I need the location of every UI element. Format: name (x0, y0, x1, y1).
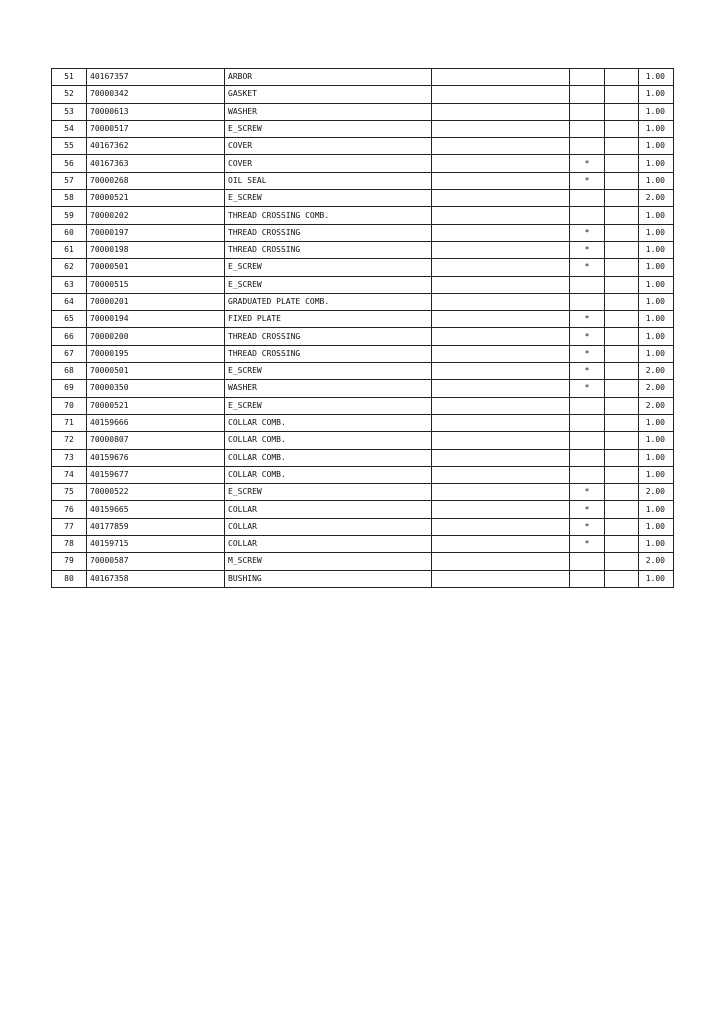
blank-cell (432, 241, 570, 258)
blank-cell (432, 363, 570, 380)
blank-cell (605, 449, 639, 466)
item-number-cell: 53 (52, 103, 87, 120)
blank-cell (432, 380, 570, 397)
part-name-cell: THREAD CROSSING (225, 328, 432, 345)
mark-cell: * (570, 155, 605, 172)
quantity-cell: 1.00 (639, 207, 674, 224)
part-code-cell: 40177859 (87, 518, 225, 535)
blank-cell (432, 69, 570, 86)
item-number-cell: 76 (52, 501, 87, 518)
blank-cell (605, 518, 639, 535)
part-name-cell: COLLAR (225, 501, 432, 518)
mark-cell (570, 432, 605, 449)
blank-cell (432, 138, 570, 155)
blank-cell (432, 397, 570, 414)
mark-cell: * (570, 536, 605, 553)
part-code-cell: 70000350 (87, 380, 225, 397)
mark-cell (570, 570, 605, 587)
quantity-cell: 1.00 (639, 414, 674, 431)
item-number-cell: 66 (52, 328, 87, 345)
blank-cell (605, 484, 639, 501)
item-number-cell: 72 (52, 432, 87, 449)
blank-cell (605, 414, 639, 431)
blank-cell (432, 432, 570, 449)
item-number-cell: 74 (52, 466, 87, 483)
part-code-cell: 70000521 (87, 190, 225, 207)
quantity-cell: 2.00 (639, 553, 674, 570)
part-name-cell: E_SCREW (225, 190, 432, 207)
item-number-cell: 78 (52, 536, 87, 553)
part-name-cell: E_SCREW (225, 259, 432, 276)
part-name-cell: COLLAR COMB. (225, 449, 432, 466)
table-row (52, 293, 674, 310)
quantity-cell: 1.00 (639, 501, 674, 518)
item-number-cell: 56 (52, 155, 87, 172)
part-name-cell: WASHER (225, 380, 432, 397)
part-name-cell: ARBOR (225, 69, 432, 86)
mark-cell: * (570, 518, 605, 535)
quantity-cell: 2.00 (639, 363, 674, 380)
table-row (52, 69, 674, 86)
part-name-cell: THREAD CROSSING (225, 345, 432, 362)
quantity-cell: 1.00 (639, 103, 674, 120)
mark-cell: * (570, 484, 605, 501)
part-code-cell: 70000517 (87, 120, 225, 137)
table-row (52, 484, 674, 501)
item-number-cell: 62 (52, 259, 87, 276)
blank-cell (605, 259, 639, 276)
item-number-cell: 55 (52, 138, 87, 155)
quantity-cell: 1.00 (639, 155, 674, 172)
part-code-cell: 70000201 (87, 293, 225, 310)
blank-cell (605, 293, 639, 310)
quantity-cell: 1.00 (639, 241, 674, 258)
part-code-cell: 40159665 (87, 501, 225, 518)
blank-cell (605, 86, 639, 103)
quantity-cell: 1.00 (639, 570, 674, 587)
table-row (52, 138, 674, 155)
mark-cell: * (570, 172, 605, 189)
item-number-cell: 57 (52, 172, 87, 189)
table-row (52, 276, 674, 293)
item-number-cell: 65 (52, 311, 87, 328)
mark-cell (570, 120, 605, 137)
part-code-cell: 70000194 (87, 311, 225, 328)
item-number-cell: 60 (52, 224, 87, 241)
item-number-cell: 64 (52, 293, 87, 310)
blank-cell (432, 155, 570, 172)
blank-cell (432, 190, 570, 207)
quantity-cell: 1.00 (639, 345, 674, 362)
blank-cell (605, 363, 639, 380)
blank-cell (605, 155, 639, 172)
table-row (52, 155, 674, 172)
part-name-cell: COVER (225, 138, 432, 155)
quantity-cell: 1.00 (639, 276, 674, 293)
mark-cell: * (570, 363, 605, 380)
blank-cell (432, 501, 570, 518)
quantity-cell: 2.00 (639, 380, 674, 397)
table-row (52, 311, 674, 328)
mark-cell (570, 190, 605, 207)
table-row (52, 501, 674, 518)
part-name-cell: FIXED PLATE (225, 311, 432, 328)
blank-cell (605, 224, 639, 241)
mark-cell (570, 414, 605, 431)
blank-cell (432, 259, 570, 276)
quantity-cell: 1.00 (639, 224, 674, 241)
blank-cell (432, 484, 570, 501)
blank-cell (432, 224, 570, 241)
item-number-cell: 80 (52, 570, 87, 587)
quantity-cell: 1.00 (639, 259, 674, 276)
quantity-cell: 1.00 (639, 120, 674, 137)
quantity-cell: 1.00 (639, 69, 674, 86)
mark-cell: * (570, 259, 605, 276)
blank-cell (605, 138, 639, 155)
parts-list-table (51, 68, 674, 588)
blank-cell (432, 207, 570, 224)
quantity-cell: 1.00 (639, 172, 674, 189)
item-number-cell: 61 (52, 241, 87, 258)
parts-table-body (52, 69, 674, 588)
table-row (52, 259, 674, 276)
blank-cell (432, 518, 570, 535)
part-code-cell: 40159715 (87, 536, 225, 553)
part-name-cell: THREAD CROSSING (225, 241, 432, 258)
part-name-cell: COLLAR COMB. (225, 432, 432, 449)
part-code-cell: 70000268 (87, 172, 225, 189)
item-number-cell: 59 (52, 207, 87, 224)
blank-cell (432, 172, 570, 189)
quantity-cell: 1.00 (639, 293, 674, 310)
item-number-cell: 51 (52, 69, 87, 86)
item-number-cell: 54 (52, 120, 87, 137)
part-name-cell: E_SCREW (225, 363, 432, 380)
table-row (52, 241, 674, 258)
blank-cell (432, 311, 570, 328)
part-code-cell: 70000807 (87, 432, 225, 449)
blank-cell (605, 241, 639, 258)
mark-cell (570, 69, 605, 86)
blank-cell (605, 190, 639, 207)
blank-cell (605, 103, 639, 120)
part-code-cell: 70000587 (87, 553, 225, 570)
part-name-cell: E_SCREW (225, 120, 432, 137)
part-name-cell: E_SCREW (225, 397, 432, 414)
quantity-cell: 1.00 (639, 138, 674, 155)
blank-cell (432, 103, 570, 120)
blank-cell (432, 276, 570, 293)
blank-cell (605, 432, 639, 449)
blank-cell (432, 414, 570, 431)
part-name-cell: COLLAR COMB. (225, 414, 432, 431)
table-row (52, 570, 674, 587)
mark-cell (570, 138, 605, 155)
item-number-cell: 58 (52, 190, 87, 207)
mark-cell: * (570, 224, 605, 241)
item-number-cell: 68 (52, 363, 87, 380)
table-row (52, 120, 674, 137)
item-number-cell: 75 (52, 484, 87, 501)
quantity-cell: 1.00 (639, 328, 674, 345)
mark-cell (570, 553, 605, 570)
quantity-cell: 2.00 (639, 190, 674, 207)
blank-cell (432, 328, 570, 345)
item-number-cell: 67 (52, 345, 87, 362)
part-code-cell: 70000521 (87, 397, 225, 414)
blank-cell (605, 345, 639, 362)
mark-cell: * (570, 345, 605, 362)
mark-cell (570, 397, 605, 414)
blank-cell (605, 207, 639, 224)
mark-cell: * (570, 501, 605, 518)
part-code-cell: 70000501 (87, 363, 225, 380)
blank-cell (432, 120, 570, 137)
quantity-cell: 1.00 (639, 86, 674, 103)
part-name-cell: M_SCREW (225, 553, 432, 570)
quantity-cell: 1.00 (639, 432, 674, 449)
blank-cell (432, 345, 570, 362)
part-code-cell: 40159676 (87, 449, 225, 466)
quantity-cell: 1.00 (639, 536, 674, 553)
part-code-cell: 40167363 (87, 155, 225, 172)
part-code-cell: 40159666 (87, 414, 225, 431)
part-code-cell: 70000202 (87, 207, 225, 224)
mark-cell (570, 449, 605, 466)
table-row (52, 190, 674, 207)
table-row (52, 380, 674, 397)
mark-cell (570, 207, 605, 224)
table-row (52, 432, 674, 449)
part-name-cell: THREAD CROSSING COMB. (225, 207, 432, 224)
blank-cell (605, 380, 639, 397)
table-row (52, 86, 674, 103)
part-name-cell: WASHER (225, 103, 432, 120)
table-row (52, 414, 674, 431)
table-row (52, 207, 674, 224)
item-number-cell: 69 (52, 380, 87, 397)
part-code-cell: 70000501 (87, 259, 225, 276)
part-code-cell: 70000515 (87, 276, 225, 293)
part-code-cell: 40167357 (87, 69, 225, 86)
quantity-cell: 1.00 (639, 311, 674, 328)
part-name-cell: GRADUATED PLATE COMB. (225, 293, 432, 310)
quantity-cell: 1.00 (639, 518, 674, 535)
part-code-cell: 70000522 (87, 484, 225, 501)
part-name-cell: COLLAR (225, 536, 432, 553)
mark-cell (570, 103, 605, 120)
table-row (52, 518, 674, 535)
blank-cell (605, 570, 639, 587)
part-name-cell: GASKET (225, 86, 432, 103)
mark-cell (570, 276, 605, 293)
part-name-cell: E_SCREW (225, 484, 432, 501)
mark-cell: * (570, 311, 605, 328)
part-name-cell: COLLAR (225, 518, 432, 535)
quantity-cell: 2.00 (639, 484, 674, 501)
item-number-cell: 79 (52, 553, 87, 570)
mark-cell: * (570, 241, 605, 258)
blank-cell (605, 276, 639, 293)
blank-cell (605, 536, 639, 553)
table-row (52, 536, 674, 553)
table-row (52, 553, 674, 570)
part-name-cell: E_SCREW (225, 276, 432, 293)
quantity-cell: 2.00 (639, 397, 674, 414)
blank-cell (605, 328, 639, 345)
item-number-cell: 73 (52, 449, 87, 466)
blank-cell (432, 293, 570, 310)
item-number-cell: 52 (52, 86, 87, 103)
blank-cell (432, 570, 570, 587)
blank-cell (432, 449, 570, 466)
table-row (52, 103, 674, 120)
mark-cell (570, 466, 605, 483)
mark-cell (570, 86, 605, 103)
table-row (52, 466, 674, 483)
table-row (52, 449, 674, 466)
item-number-cell: 77 (52, 518, 87, 535)
part-code-cell: 70000197 (87, 224, 225, 241)
table-row (52, 328, 674, 345)
part-name-cell: BUSHING (225, 570, 432, 587)
part-code-cell: 70000613 (87, 103, 225, 120)
blank-cell (605, 172, 639, 189)
part-code-cell: 70000200 (87, 328, 225, 345)
blank-cell (432, 86, 570, 103)
part-code-cell: 70000195 (87, 345, 225, 362)
part-name-cell: OIL SEAL (225, 172, 432, 189)
table-row (52, 363, 674, 380)
blank-cell (605, 466, 639, 483)
table-row (52, 397, 674, 414)
table-row (52, 345, 674, 362)
blank-cell (605, 311, 639, 328)
part-code-cell: 40167362 (87, 138, 225, 155)
mark-cell: * (570, 380, 605, 397)
mark-cell: * (570, 328, 605, 345)
part-name-cell: THREAD CROSSING (225, 224, 432, 241)
part-code-cell: 40159677 (87, 466, 225, 483)
item-number-cell: 70 (52, 397, 87, 414)
mark-cell (570, 293, 605, 310)
blank-cell (605, 397, 639, 414)
item-number-cell: 63 (52, 276, 87, 293)
table-row (52, 172, 674, 189)
part-name-cell: COVER (225, 155, 432, 172)
blank-cell (605, 553, 639, 570)
blank-cell (605, 120, 639, 137)
part-code-cell: 40167358 (87, 570, 225, 587)
blank-cell (432, 466, 570, 483)
table-row (52, 224, 674, 241)
blank-cell (605, 501, 639, 518)
item-number-cell: 71 (52, 414, 87, 431)
blank-cell (432, 536, 570, 553)
blank-cell (605, 69, 639, 86)
part-code-cell: 70000198 (87, 241, 225, 258)
quantity-cell: 1.00 (639, 449, 674, 466)
quantity-cell: 1.00 (639, 466, 674, 483)
part-name-cell: COLLAR COMB. (225, 466, 432, 483)
blank-cell (432, 553, 570, 570)
part-code-cell: 70000342 (87, 86, 225, 103)
